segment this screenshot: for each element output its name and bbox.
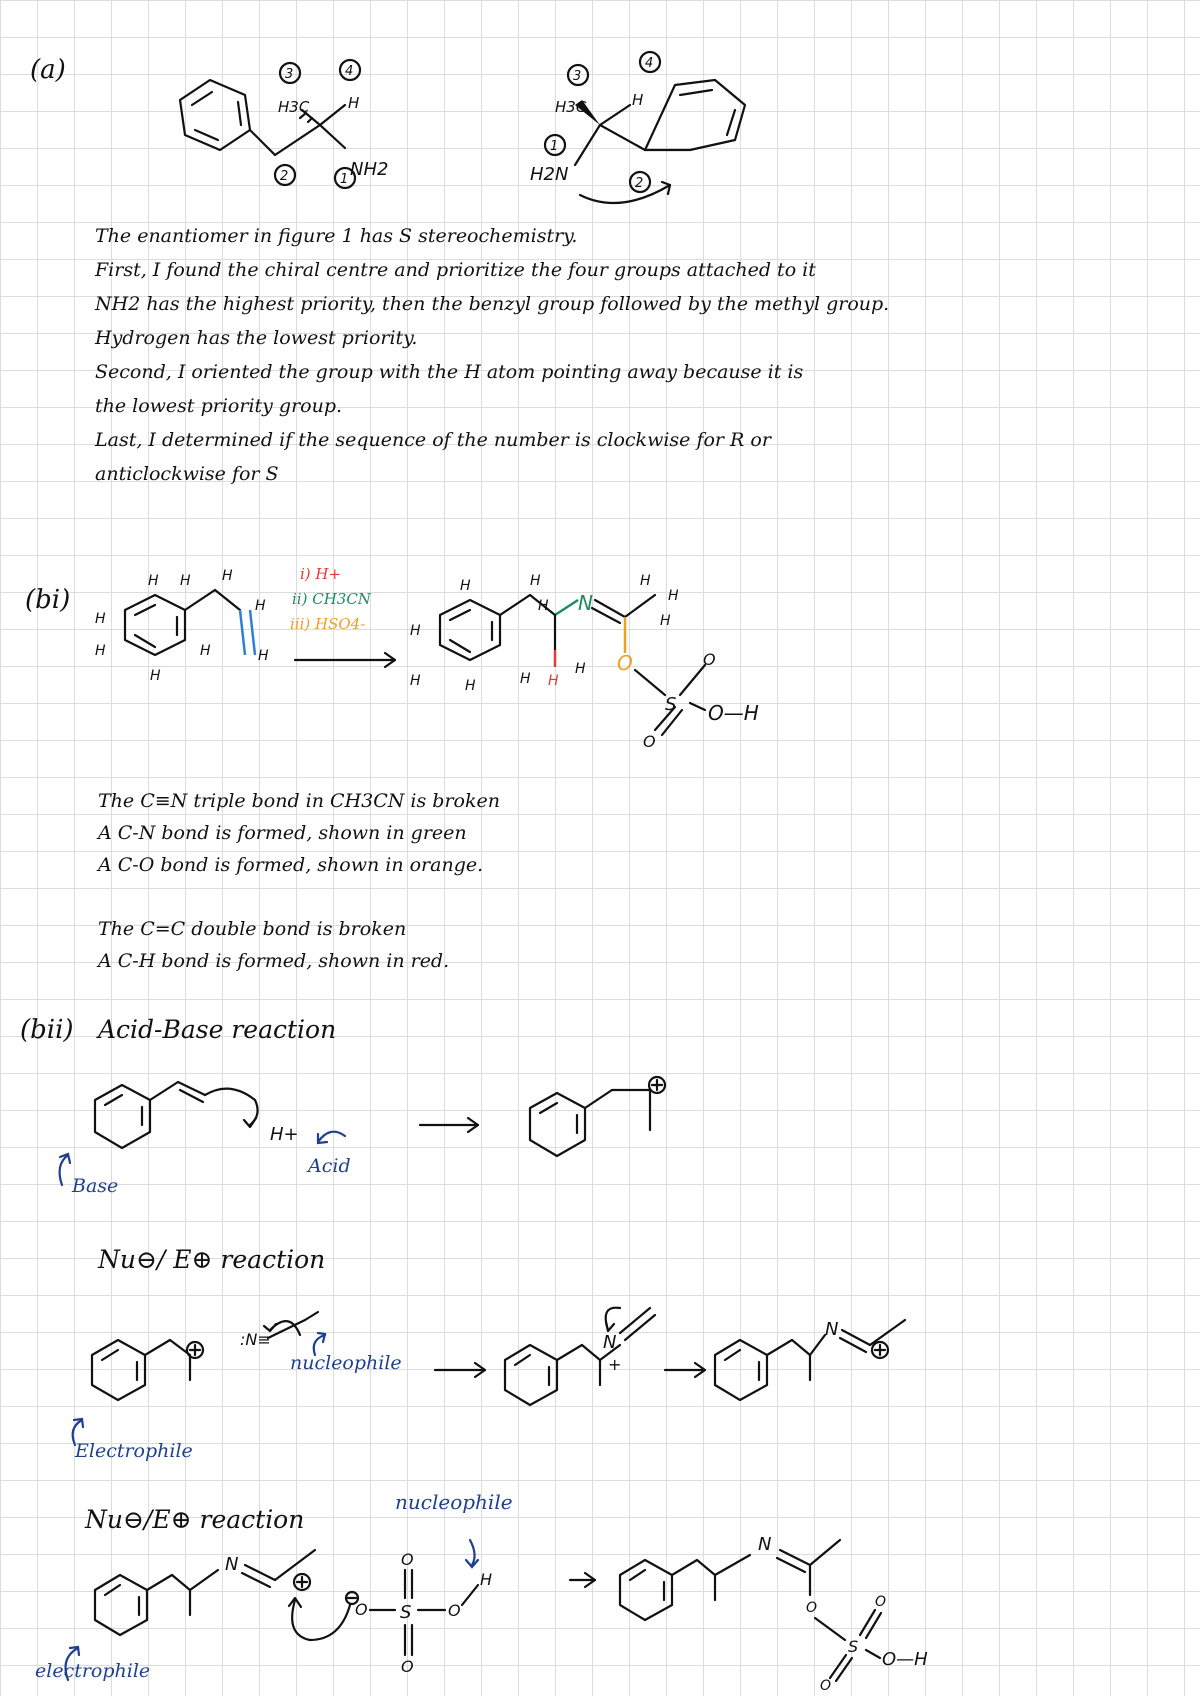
o-bottom: O bbox=[643, 732, 656, 751]
part-a-structures bbox=[0, 0, 1200, 230]
o-bottom-product-2: O bbox=[820, 1678, 832, 1694]
part-a-line-8: anticlockwise for S bbox=[95, 463, 279, 485]
h-p2: H bbox=[530, 573, 541, 589]
rotation-arrow bbox=[580, 185, 670, 203]
prio-2-right: 2 bbox=[635, 176, 644, 191]
o-right-2: O bbox=[448, 1601, 461, 1620]
nucleophile-label-2: nucleophile bbox=[395, 1490, 513, 1514]
h-r6: H bbox=[95, 643, 106, 659]
h-r8: H bbox=[200, 643, 211, 659]
h-r5: H bbox=[95, 611, 106, 627]
h-p6: H bbox=[465, 678, 476, 694]
base-label: Base bbox=[72, 1175, 119, 1197]
bi-line-3: A C-O bond is formed, shown in orange. bbox=[98, 854, 484, 876]
part-a-label: (a) bbox=[30, 55, 66, 85]
prio-2-left: 2 bbox=[280, 169, 289, 184]
prio-1-left: 1 bbox=[340, 172, 349, 187]
h3c-left: H3C bbox=[278, 98, 310, 116]
nu-e-reaction-1 bbox=[0, 1300, 1200, 1430]
nu-e-reaction-2 bbox=[0, 1530, 1200, 1694]
n-intermediate: N bbox=[603, 1332, 617, 1353]
nucleophile-label-1: nucleophile bbox=[290, 1352, 402, 1374]
prio-3-right: 3 bbox=[573, 69, 582, 84]
bi-line-5: A C-H bond is formed, shown in red. bbox=[98, 950, 450, 972]
nu-e-heading-1: Nu⊖/ E⊕ reaction bbox=[98, 1245, 326, 1274]
o-top-2: O bbox=[401, 1550, 414, 1569]
prio-1-right: 1 bbox=[550, 139, 559, 154]
h-r3: H bbox=[222, 568, 233, 584]
h2n-right: H2N bbox=[530, 164, 569, 185]
h-p9: H bbox=[575, 661, 586, 677]
nu-e-heading-2: Nu⊖/E⊕ reaction bbox=[85, 1505, 305, 1534]
h-p10: H bbox=[640, 573, 651, 589]
h-r7: H bbox=[150, 668, 161, 684]
bi-line-1: The C≡N triple bond in CH3CN is broken bbox=[98, 790, 500, 812]
benzene-ring-right bbox=[645, 80, 745, 150]
h-r2: H bbox=[180, 573, 191, 589]
prio-4-right: 4 bbox=[645, 56, 654, 71]
nh2-left: NH2 bbox=[350, 159, 389, 180]
h-acid-2: H bbox=[480, 1570, 493, 1589]
h-p12: H bbox=[660, 613, 671, 629]
o-top: O bbox=[703, 650, 716, 669]
nitrile-n: :N≡ bbox=[240, 1330, 271, 1349]
n-plus: + bbox=[608, 1355, 622, 1374]
h3c-right: H3C bbox=[555, 98, 587, 116]
h-r4: H bbox=[255, 598, 266, 614]
h-p4: H bbox=[410, 623, 421, 639]
h-r9: H bbox=[258, 648, 269, 664]
h-p3: H bbox=[538, 598, 549, 614]
prio-4-left: 4 bbox=[345, 64, 354, 79]
part-bi-label: (bi) bbox=[25, 585, 71, 615]
o-left-2: O bbox=[355, 1600, 368, 1619]
oh-product-2: O—H bbox=[882, 1649, 928, 1670]
h-r1: H bbox=[148, 573, 159, 589]
o-product: O bbox=[617, 651, 633, 675]
s-product-2: S bbox=[848, 1637, 859, 1656]
o-bottom-2: O bbox=[401, 1657, 414, 1676]
benzene-ring-left bbox=[180, 80, 250, 150]
n-reactant-2: N bbox=[225, 1554, 239, 1575]
proton: H+ bbox=[270, 1124, 299, 1145]
part-a-line-3: NH2 has the highest priority, then the benzyl group followed by the methyl group. bbox=[95, 293, 890, 315]
o-top-product-2: O bbox=[875, 1594, 887, 1610]
condition-step1: i) H+ bbox=[300, 565, 342, 583]
n-product: N bbox=[578, 591, 593, 615]
h-p5: H bbox=[410, 673, 421, 689]
n-product-1: N bbox=[825, 1319, 839, 1340]
h-p7: H bbox=[520, 671, 531, 687]
part-a-line-2: First, I found the chiral centre and prioritize the four groups attached to it bbox=[95, 259, 816, 281]
condition-step2: ii) CH3CN bbox=[292, 590, 371, 608]
part-a-line-5: Second, I oriented the group with the H atom pointing away because it is bbox=[95, 361, 804, 383]
acid-label: Acid bbox=[308, 1155, 351, 1177]
condition-step3: iii) HSO4- bbox=[290, 615, 366, 633]
o-product-2: O bbox=[806, 1600, 818, 1616]
part-bi-reaction bbox=[0, 555, 1200, 775]
s-product: S bbox=[665, 694, 677, 715]
bi-line-2: A C-N bond is formed, shown in green bbox=[98, 822, 467, 844]
part-a-line-7: Last, I determined if the sequence of the number is clockwise for R or bbox=[95, 429, 771, 451]
part-a-line-4: Hydrogen has the lowest priority. bbox=[95, 327, 418, 349]
n-product-2: N bbox=[758, 1534, 772, 1555]
h-p11: H bbox=[668, 588, 679, 604]
electrophile-label-2: electrophile bbox=[35, 1660, 151, 1682]
oh-product: O—H bbox=[708, 701, 759, 725]
part-a-line-6: the lowest priority group. bbox=[95, 395, 343, 417]
s-center-2: S bbox=[400, 1602, 412, 1623]
bi-line-4: The C=C double bond is broken bbox=[98, 918, 407, 940]
h-left: H bbox=[348, 94, 360, 112]
acid-base-reaction bbox=[0, 1060, 1200, 1190]
part-a-line-1: The enantiomer in figure 1 has S stereochemistry. bbox=[95, 225, 578, 247]
acid-base-heading: Acid-Base reaction bbox=[98, 1015, 337, 1044]
h-p8: H bbox=[548, 673, 559, 689]
prio-3-left: 3 bbox=[285, 67, 294, 82]
h-p1: H bbox=[460, 578, 471, 594]
electrophile-label-1: Electrophile bbox=[75, 1440, 193, 1462]
h-right: H bbox=[632, 91, 644, 109]
part-bii-label: (bii) bbox=[20, 1015, 74, 1045]
